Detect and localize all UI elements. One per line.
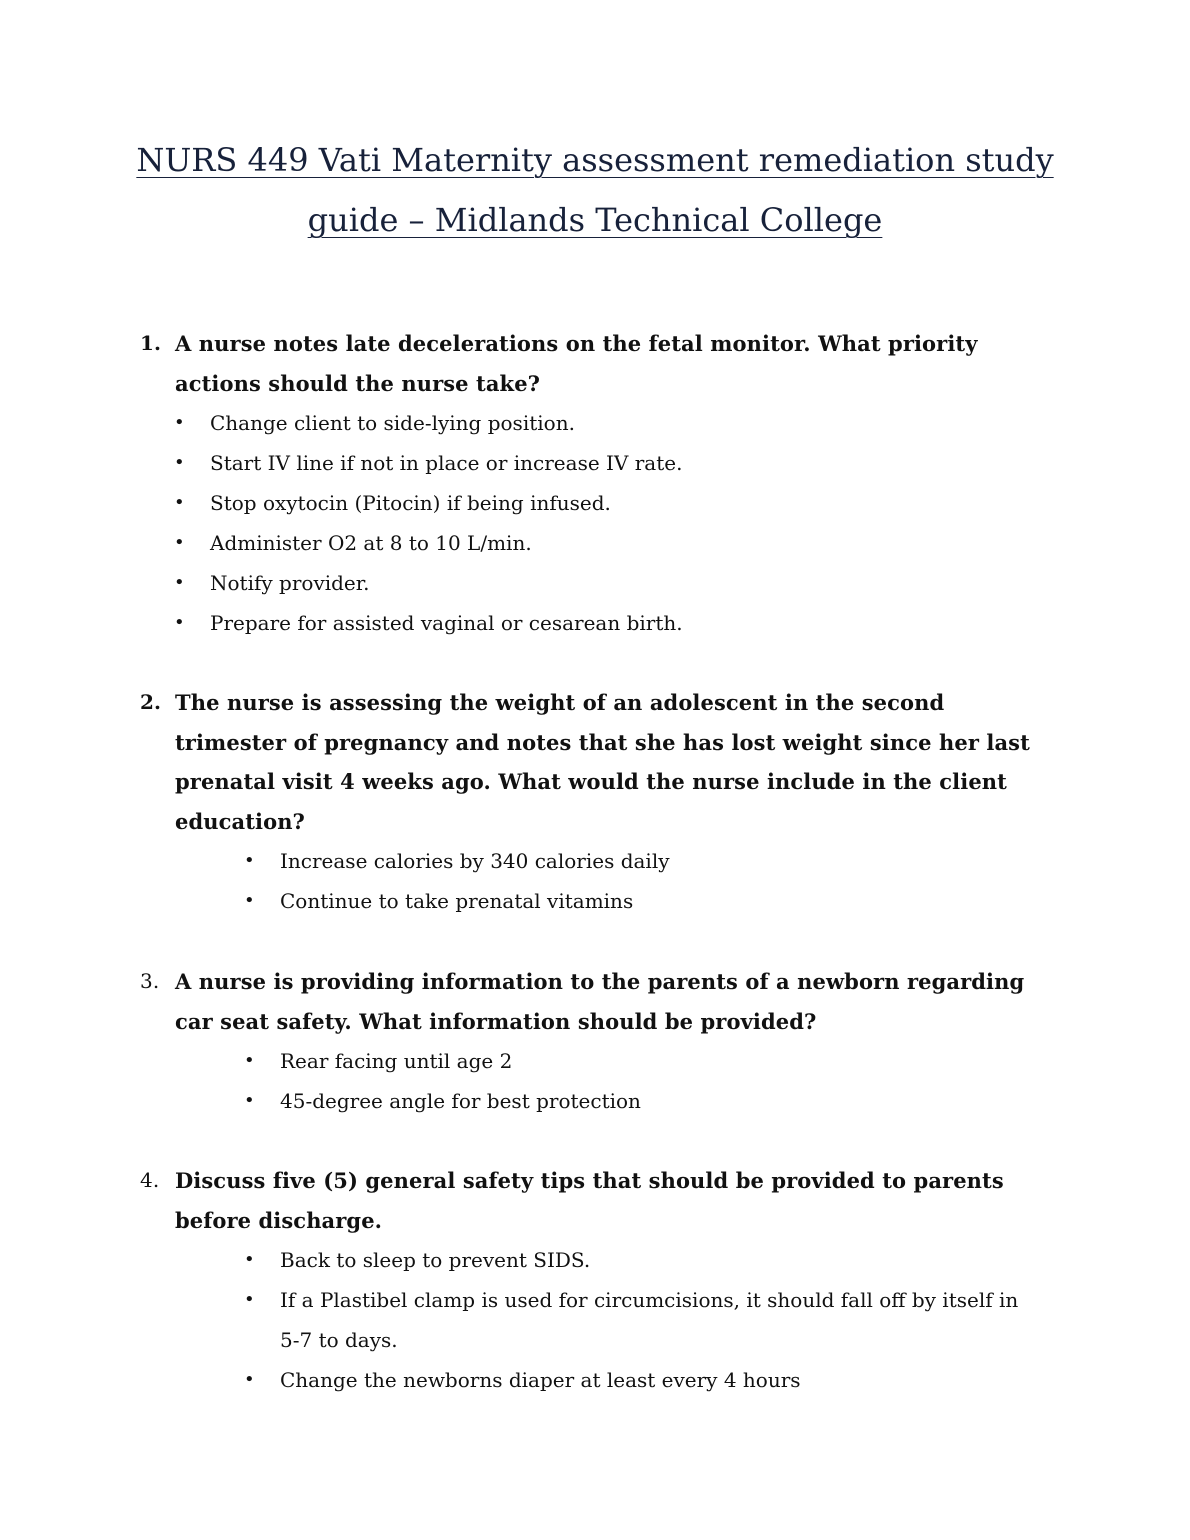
list-item [140, 403, 1040, 443]
list-item-text: Increase calories by 340 calories daily [280, 849, 670, 873]
list-item-text: Continue to take prenatal vitamins [280, 889, 634, 913]
question-line: Discuss five (5) general safety tips that should be provided to parents [175, 1168, 1004, 1193]
list-item [140, 443, 1040, 483]
list-item [140, 1360, 1040, 1400]
bullet-icon: • [174, 612, 185, 633]
question-line: The nurse is assessing the weight of an adolescent in the second [175, 690, 945, 715]
title-line-2: guide – Midlands Technical College [307, 201, 883, 239]
bullet-icon: • [174, 452, 185, 473]
question-number: 4. [140, 1168, 160, 1192]
answer-list [140, 1240, 1040, 1400]
question-number: 2. [140, 690, 162, 714]
question-line: car seat safety. What information should be provided? [175, 1008, 817, 1034]
question-heading [140, 1161, 1040, 1240]
question-line: prenatal visit 4 weeks ago. What would the nurse include in the client [175, 769, 1007, 794]
list-item-text: Stop oxytocin (Pitocin) if being infused. [210, 491, 611, 515]
list-item-text: If a Plastibel clamp is used for circumcisions, it should fall off by itself in [280, 1288, 1019, 1312]
bullet-icon: • [244, 890, 255, 911]
question-number: 1. [140, 331, 162, 355]
page-title [120, 130, 1070, 250]
answer-list [140, 841, 1040, 921]
list-item-text: Start IV line if not in place or increase IV rate. [210, 451, 683, 475]
bullet-icon: • [244, 1369, 255, 1390]
question-line: trimester of pregnancy and notes that she has lost weight since her last [175, 729, 1030, 755]
list-item [140, 881, 1040, 921]
bullet-icon: • [244, 1289, 255, 1310]
list-item-text: Administer O2 at 8 to 10 L/min. [210, 531, 532, 555]
answer-list [140, 1041, 1040, 1121]
list-item-text: Rear facing until age 2 [280, 1049, 513, 1073]
list-item-text: 45-degree angle for best protection [280, 1089, 641, 1113]
question-1 [140, 324, 1040, 643]
question-number: 3. [140, 969, 160, 993]
bullet-icon: • [244, 1090, 255, 1111]
bullet-icon: • [244, 850, 255, 871]
title-line-1: NURS 449 Vati Maternity assessment remediation study [136, 141, 1054, 179]
question-line: before discharge. [175, 1207, 383, 1233]
question-heading [140, 683, 1040, 841]
list-item [140, 523, 1040, 563]
list-item [140, 1240, 1040, 1280]
list-item-text: Back to sleep to prevent SIDS. [280, 1248, 591, 1272]
list-item-text: Change the newborns diaper at least every 4 hours [280, 1368, 801, 1392]
list-item [140, 603, 1040, 643]
question-line: actions should the nurse take? [175, 370, 541, 396]
list-item [140, 1081, 1040, 1121]
list-item [140, 841, 1040, 881]
question-heading [140, 962, 1040, 1041]
answer-list [140, 403, 1040, 643]
list-item [140, 483, 1040, 523]
bullet-icon: • [244, 1050, 255, 1071]
list-item-text: Notify provider. [210, 571, 370, 595]
bullet-icon: • [174, 412, 185, 433]
question-4 [140, 1161, 1040, 1400]
question-line: A nurse notes late decelerations on the fetal monitor. What priority [175, 331, 978, 356]
bullet-icon: • [244, 1249, 255, 1270]
question-3 [140, 962, 1040, 1121]
bullet-icon: • [174, 532, 185, 553]
question-line: education? [175, 808, 305, 834]
list-item-text: 5-7 to days. [280, 1328, 398, 1352]
question-line: A nurse is providing information to the parents of a newborn regarding [175, 969, 1025, 994]
bullet-icon: • [174, 492, 185, 513]
list-item [140, 1280, 1040, 1320]
bullet-icon: • [174, 572, 185, 593]
list-item [140, 1041, 1040, 1081]
list-item-text: Prepare for assisted vaginal or cesarean birth. [210, 611, 683, 635]
list-item [140, 563, 1040, 603]
question-2 [140, 683, 1040, 921]
list-item-continuation [140, 1320, 1040, 1360]
question-heading [140, 324, 1040, 403]
list-item-text: Change client to side-lying position. [210, 411, 575, 435]
